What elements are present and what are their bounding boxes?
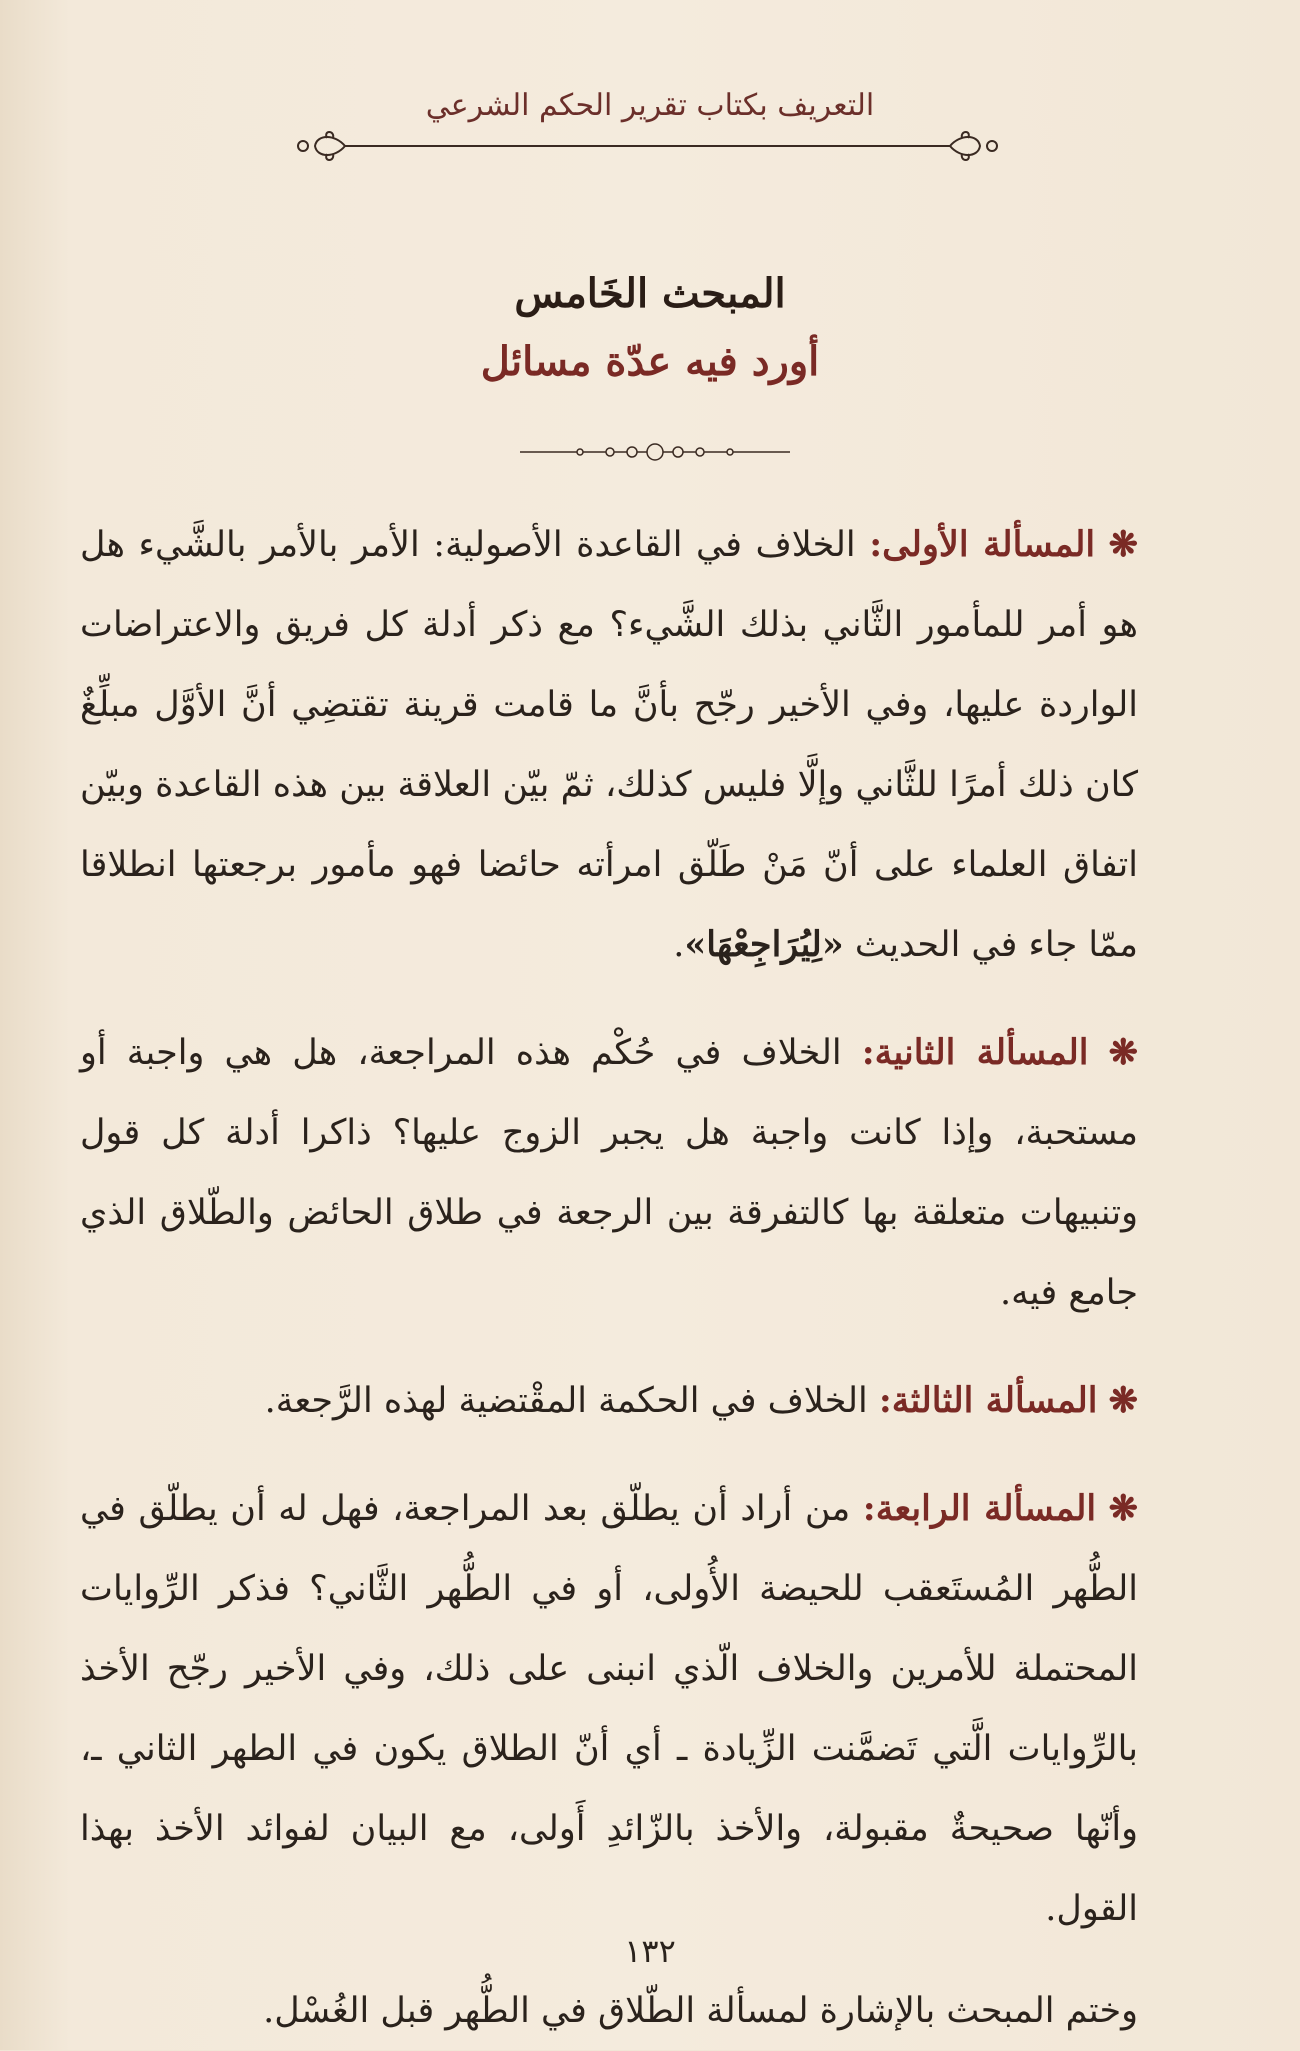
issue-2 bbox=[80, 1013, 1138, 1333]
star-icon: ❋ bbox=[1108, 1380, 1138, 1421]
section-ornament bbox=[510, 437, 800, 467]
issue-4 bbox=[80, 1469, 1138, 1949]
issue-text: الخلاف في القاعدة الأصولية: الأمر بالأمر بالشَّيء هل هو أمر للمأمور الثَّاني بذلك الشَّيء؟ مع ذكر أدلة كل فريق والاعتراضات الواردة عليها، وفي الأخير رجّح بأنَّ ما قامت قرينة تقتضِي أنَّ الأوَّل مبلِّغٌ كان ذلك أمرًا للثَّاني وإلَّا فليس كذلك، ثمّ بيّن العلاقة بين هذه القاعدة وبيّن اتفاق العلماء على أنّ مَنْ طَلّق امرأته حائضا فهو مأمور برجعتها انطلاقا ممّا جاء في الحديث bbox=[80, 525, 1138, 965]
issue-1 bbox=[80, 505, 1138, 985]
page-number: ١٣٢ bbox=[624, 1932, 676, 1970]
issue-text: الخلاف في حُكْم هذه المراجعة، هل هي واجبة أو مستحبة، وإذا كانت واجبة هل يجبر الزوج عليها؟ ذاكرا أدلة كل قول وتنبيهات متعلقة بها كالتفرقة بين الرجعة في طلاق الحائض والطّلاق الذي جامع فيه. bbox=[80, 1033, 1138, 1313]
issue-text: من أراد أن يطلّق بعد المراجعة، فهل له أن يطلّق في الطُّهر المُستَعقب للحيضة الأُولى، أو في الطُّهر الثَّاني؟ فذكر الرِّوايات المحتملة للأمرين والخلاف الّذي انبنى على ذلك، وفي الأخير رجّح الأخذ بالرِّوايات الَّتي تَضمَّنت الزِّيادة ـ أي أنّ الطلاق يكون في الطهر الثاني ـ، وأنّها صحيحةٌ مقبولة، والأخذ بالزّائدِ أَولى، مع البيان لفوائد الأخذ بهذا القول. bbox=[80, 1489, 1138, 1929]
hadith-quote: «لِيُرَاجِعْهَا» bbox=[684, 924, 844, 965]
body-text bbox=[80, 505, 1138, 2051]
star-icon: ❋ bbox=[1108, 1488, 1138, 1529]
closing-paragraph: وختم المبحث بالإشارة لمسألة الطّلاق في الطُّهر قبل الغُسْل. bbox=[263, 1991, 1138, 2031]
header-ornamental-rule bbox=[295, 128, 1000, 164]
star-icon: ❋ bbox=[1108, 524, 1138, 565]
issue-label: المسألة الرابعة: bbox=[862, 1488, 1097, 1529]
issue-end: . bbox=[673, 925, 685, 965]
chapter-title: المبحث الخَامس bbox=[514, 270, 786, 317]
issue-label: المسألة الأولى: bbox=[869, 524, 1096, 565]
running-title: التعريف بكتاب تقرير الحكم الشرعي bbox=[425, 88, 875, 123]
issue-text: الخلاف في الحكمة المقْتضية لهذه الرَّجعة. bbox=[264, 1381, 879, 1421]
issue-3 bbox=[80, 1361, 1138, 1441]
star-icon: ❋ bbox=[1108, 1032, 1138, 1073]
issue-label: المسألة الثالثة: bbox=[878, 1380, 1098, 1421]
chapter-subtitle: أورد فيه عدّة مسائل bbox=[480, 338, 820, 385]
issue-label: المسألة الثانية: bbox=[861, 1032, 1089, 1073]
